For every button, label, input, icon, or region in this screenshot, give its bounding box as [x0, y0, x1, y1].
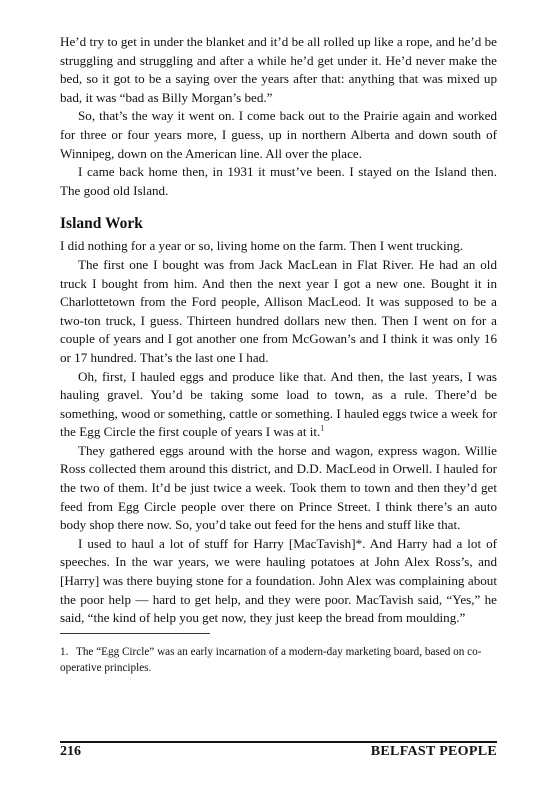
paragraph: I used to haul a lot of stuff for Harry [MacTavish]*. And Harry had a lot of speeches. In the war years, we were hauling potatoes at John Alex Ross’s, and [Harry] was there buying stone for a foundation. John Alex was complaining about the poor help — hard to get help, and they were poor. MacTavish said, “Yes,” he said, “the kind of help you get now, they just keep the bread from moulding.” [60, 535, 497, 626]
paragraph-text: Oh, first, I hauled eggs and produce like that. And then, the last years, I was hauling gravel. You’d be taking some load to town, as a rule. There’d be something, wood or something, cattle or something. I hauled eggs twice a week for the Egg Circle the first couple of years I was at it. [60, 368, 497, 440]
page-number: 216 [60, 744, 81, 759]
paragraph: The first one I bought was from Jack MacLean in Flat River. He had an old truck I bought from him. And then the next year I got a new one. Bought it in Charlottetown from the Ford people, Allison MacLeod. It was supposed to be a two-ton truck, I guess. Thirteen hundred dollars new then. Then I went on for a couple of years and I got another one from McGowan’s and I think it was only 16 or 17 hundred. That’s the last one I had. [60, 256, 497, 365]
footnote-number: 1. [60, 646, 69, 658]
paragraph: So, that’s the way it went on. I come back out to the Prairie again and worked for three or four years more, I guess, up in northern Alberta and down south of Winnipeg, down on the American line. All over the place. [60, 108, 497, 161]
footnote-divider [60, 633, 210, 634]
paragraph: He’d try to get in under the blanket and it’d be all rolled up like a rope, and he’d be struggling and struggling and after a while he’d get under it. He’d never make the bed, so it got to be a saying over the years after that: anything that was mixed up bad, it was “bad as Billy Morgan’s bed.” [60, 34, 497, 105]
paragraph: I came back home then, in 1931 it must’ve been. I stayed on the Island then. The good old Island. [60, 164, 497, 198]
footnote-reference[interactable]: 1 [320, 423, 325, 433]
footnote-text: The “Egg Circle” was an early incarnation of a modern-day marketing board, based on co-operative principles. [60, 646, 482, 674]
footer-divider [60, 741, 497, 743]
paragraph: They gathered eggs around with the horse and wagon, express wagon. Willie Ross collected them around this district, and D.D. MacLeod in Orwell. I hauled for the two of them. It’d be just twice a week. Took them to town and then they’d get feed from Egg Circle people over there on Prince Street. I think there’s an auto body shop there now. So, you’d take out feed for the hens and stuff like that. [60, 442, 497, 533]
paragraph [60, 368, 497, 442]
paragraph: I did nothing for a year or so, living home on the farm. Then I went trucking. [60, 238, 464, 254]
section-heading: Island Work [60, 215, 143, 233]
running-title: BELFAST PEOPLE [370, 744, 497, 759]
footnote [60, 645, 497, 676]
body-text [60, 33, 497, 628]
